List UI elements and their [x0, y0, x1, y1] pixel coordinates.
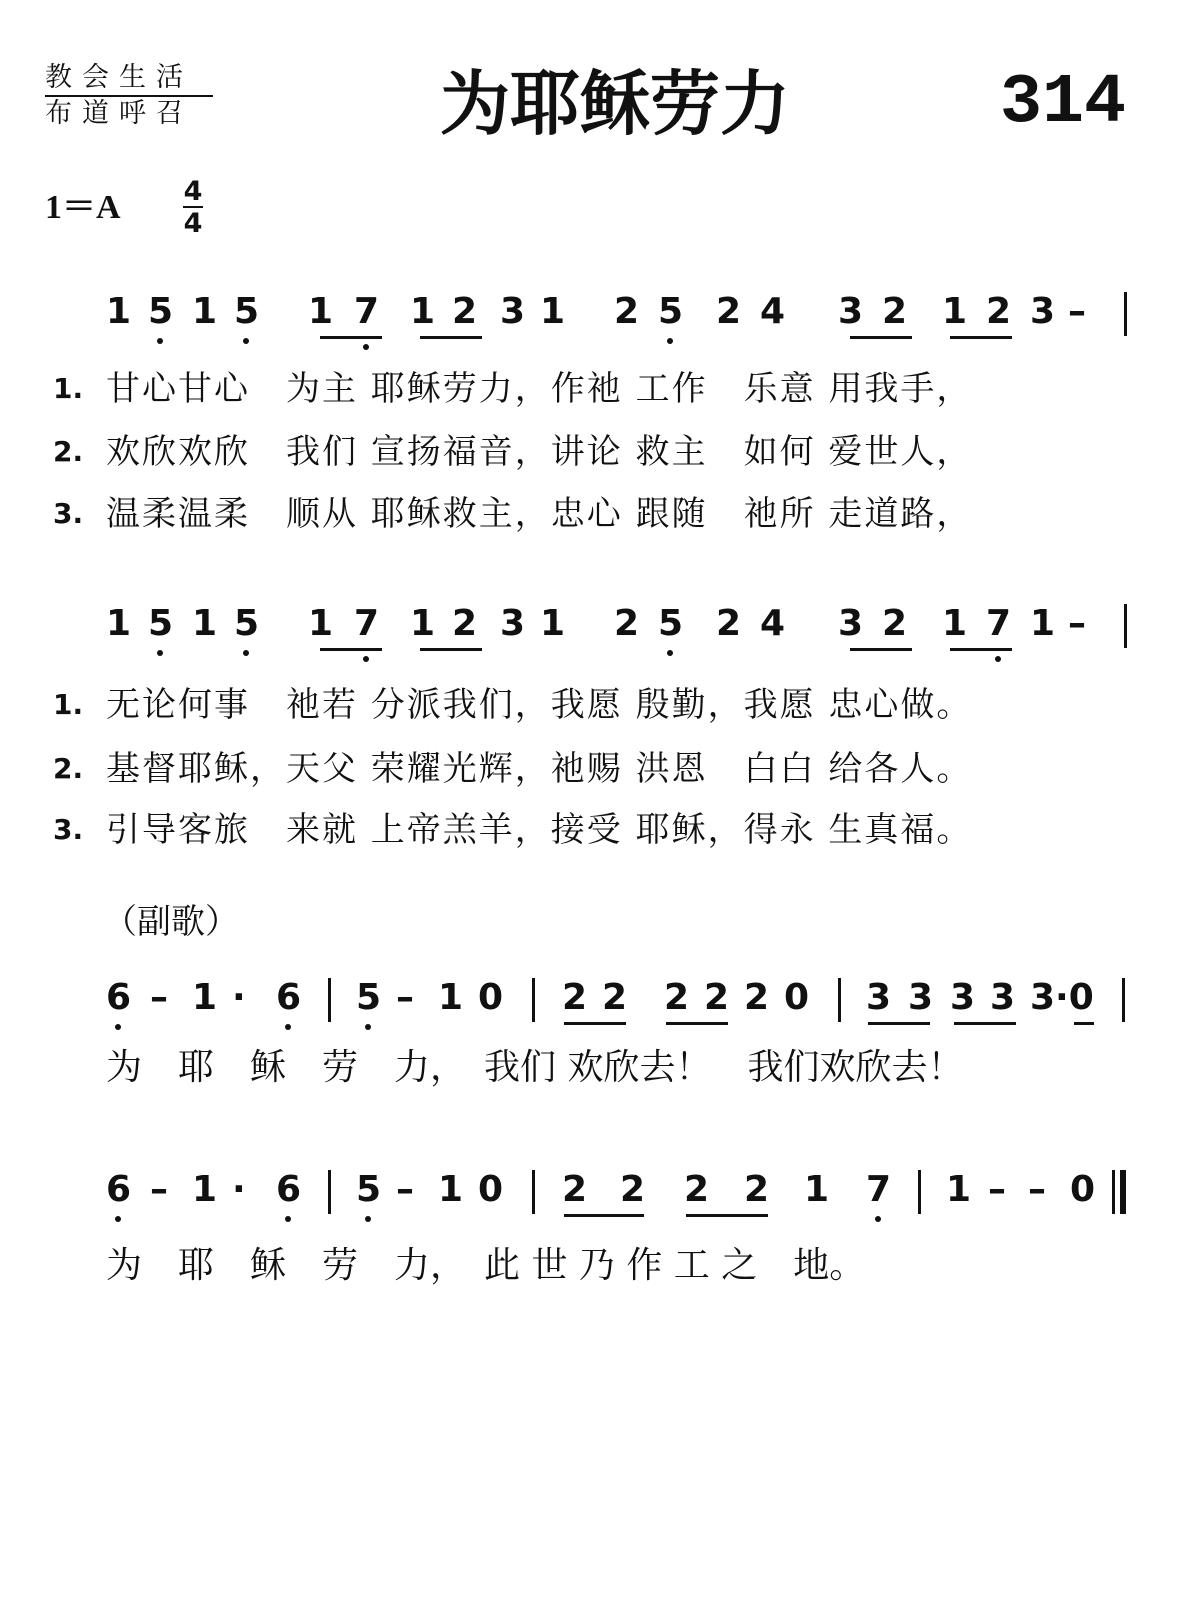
note: 2	[882, 291, 908, 332]
note: 1	[192, 977, 218, 1018]
lyric-line: 引导客旅 来就 上帝羔羊，接受 耶稣，得永 生真福。	[106, 810, 973, 850]
note: 5	[658, 291, 684, 332]
beam-underline	[1074, 1022, 1094, 1025]
category-divider	[45, 95, 213, 97]
category-label	[45, 62, 213, 130]
system2-notation	[0, 602, 1200, 662]
verse-number: 3.	[53, 497, 84, 530]
note: 4	[760, 291, 786, 332]
note: –	[988, 1169, 1006, 1210]
beam-underline	[850, 648, 912, 651]
low-octave-dot	[285, 1024, 291, 1030]
note: 1	[804, 1169, 830, 1210]
low-octave-dot	[157, 338, 163, 344]
note: 1	[540, 291, 566, 332]
note: 0	[784, 977, 810, 1018]
barline	[532, 978, 535, 1022]
note: 1	[942, 603, 968, 644]
note: 5	[234, 291, 260, 332]
note: 0	[478, 1169, 504, 1210]
beam-underline	[850, 336, 912, 339]
note: 2	[704, 977, 730, 1018]
low-octave-dot	[363, 344, 369, 350]
note: –	[1068, 603, 1086, 644]
low-octave-dot	[365, 1024, 371, 1030]
note: 3	[990, 977, 1016, 1018]
note: 2	[882, 603, 908, 644]
low-octave-dot	[243, 338, 249, 344]
beam-underline	[564, 1214, 644, 1217]
low-octave-dot	[243, 650, 249, 656]
barline	[532, 1170, 535, 1214]
note: 7	[986, 603, 1012, 644]
note: 2	[744, 1169, 770, 1210]
note: 1	[106, 603, 132, 644]
note: 2	[744, 977, 770, 1018]
low-octave-dot	[285, 1216, 291, 1222]
note: 2	[562, 1169, 588, 1210]
note: 1	[438, 1169, 464, 1210]
note: 0	[478, 977, 504, 1018]
barline	[328, 978, 331, 1022]
note: 6	[106, 977, 132, 1018]
beam-underline	[666, 1022, 728, 1025]
note: 1	[942, 291, 968, 332]
note: 4	[760, 603, 786, 644]
note: –	[150, 977, 168, 1018]
lyric-line: 欢欣欢欣 我们 宣扬福音，讲论 救主 如何 爱世人，	[106, 432, 973, 472]
note: 5	[148, 291, 174, 332]
note: 2	[452, 603, 478, 644]
note: 2	[614, 603, 640, 644]
note: 5	[356, 1169, 382, 1210]
note: 1	[308, 603, 334, 644]
note: 1	[192, 1169, 218, 1210]
note: 0	[1070, 1169, 1096, 1210]
note: 3	[950, 977, 976, 1018]
beam-underline	[950, 648, 1012, 651]
beam-underline	[868, 1022, 930, 1025]
category-line1: 教会生活	[45, 62, 193, 93]
hymn-number: 314	[1000, 64, 1127, 143]
low-octave-dot	[157, 650, 163, 656]
chorus-label: （副歌）	[103, 902, 239, 942]
chorus-lyric-line: 为 耶 稣 劳 力， 此 世 乃 作 工 之 地。	[106, 1245, 866, 1286]
note: 5	[148, 603, 174, 644]
note: 5	[658, 603, 684, 644]
note: 5	[356, 977, 382, 1018]
note: 2	[452, 291, 478, 332]
low-octave-dot	[667, 650, 673, 656]
final-barline-thick	[1120, 1170, 1126, 1214]
note: 7	[354, 291, 380, 332]
beam-underline	[320, 648, 382, 651]
verse-number: 1.	[53, 372, 84, 405]
note: 2	[620, 1169, 646, 1210]
lyric-line: 甘心甘心 为主 耶稣劳力，作祂 工作 乐意 用我手，	[106, 369, 973, 409]
verse-number: 2.	[53, 752, 84, 785]
note: 3	[838, 603, 864, 644]
beam-underline	[320, 336, 382, 339]
final-barline-thin	[1112, 1170, 1115, 1214]
note: 6	[276, 977, 302, 1018]
note: 1	[192, 603, 218, 644]
note: 3	[838, 291, 864, 332]
beam-underline	[686, 1214, 768, 1217]
note: 1	[1030, 603, 1056, 644]
note: 1	[540, 603, 566, 644]
note: 2	[716, 291, 742, 332]
note: 2	[716, 603, 742, 644]
barline	[838, 978, 841, 1022]
note: 3	[1030, 291, 1056, 332]
barline	[1124, 292, 1127, 336]
note: 1	[438, 977, 464, 1018]
hymn-title: 为耶稣劳力	[440, 63, 790, 145]
note: 6	[276, 1169, 302, 1210]
verse-number: 2.	[53, 435, 84, 468]
low-octave-dot	[363, 656, 369, 662]
time-signature	[183, 178, 203, 238]
low-octave-dot	[667, 338, 673, 344]
chorus-line1-notation	[0, 976, 1200, 1036]
note: 1	[308, 291, 334, 332]
note: 5	[234, 603, 260, 644]
lyric-line: 基督耶稣，天父 荣耀光辉，祂赐 洪恩 白白 给各人。	[106, 749, 973, 789]
note: 1	[946, 1169, 972, 1210]
note: 1	[410, 291, 436, 332]
low-octave-dot	[115, 1216, 121, 1222]
note: 6	[106, 1169, 132, 1210]
note: –	[396, 1169, 414, 1210]
note: 2	[602, 977, 628, 1018]
note: 3	[866, 977, 892, 1018]
note: 1	[106, 291, 132, 332]
beam-underline	[950, 336, 1012, 339]
note: 2	[614, 291, 640, 332]
chorus-line2-notation	[0, 1168, 1200, 1228]
time-signature-top: 4	[183, 176, 203, 207]
chorus-lyric-line: 为 耶 稣 劳 力， 我们 欢欣去！ 我们欢欣去！	[106, 1047, 964, 1088]
note: 3·0	[1030, 977, 1094, 1018]
beam-underline	[420, 336, 482, 339]
barline	[1124, 604, 1127, 648]
note: 1	[192, 291, 218, 332]
note: 2	[664, 977, 690, 1018]
barline	[328, 1170, 331, 1214]
key-signature: 1＝A	[45, 189, 121, 226]
category-line2: 布道呼召	[45, 98, 193, 129]
note: 3	[500, 603, 526, 644]
beam-underline	[420, 648, 482, 651]
lyric-line: 无论何事 祂若 分派我们，我愿 殷勤，我愿 忠心做。	[106, 685, 973, 725]
time-signature-bottom: 4	[183, 208, 203, 239]
note: ·	[232, 1169, 246, 1210]
verse-number: 3.	[53, 813, 84, 846]
note: –	[396, 977, 414, 1018]
note: –	[1028, 1169, 1046, 1210]
beam-underline	[954, 1022, 1016, 1025]
note: 1	[410, 603, 436, 644]
low-octave-dot	[115, 1024, 121, 1030]
note: 2	[562, 977, 588, 1018]
note: –	[150, 1169, 168, 1210]
note: 2	[986, 291, 1012, 332]
system1-notation	[0, 290, 1200, 350]
verse-number: 1.	[53, 688, 84, 721]
note: 7	[354, 603, 380, 644]
low-octave-dot	[365, 1216, 371, 1222]
note: 7	[866, 1169, 892, 1210]
barline	[1122, 978, 1125, 1022]
beam-underline	[564, 1022, 626, 1025]
note: –	[1068, 291, 1086, 332]
low-octave-dot	[995, 656, 1001, 662]
note: ·	[232, 977, 246, 1018]
note: 2	[684, 1169, 710, 1210]
low-octave-dot	[875, 1216, 881, 1222]
barline	[918, 1170, 921, 1214]
note: 3	[500, 291, 526, 332]
lyric-line: 温柔温柔 顺从 耶稣救主，忠心 跟随 祂所 走道路，	[106, 494, 973, 534]
note: 3	[908, 977, 934, 1018]
